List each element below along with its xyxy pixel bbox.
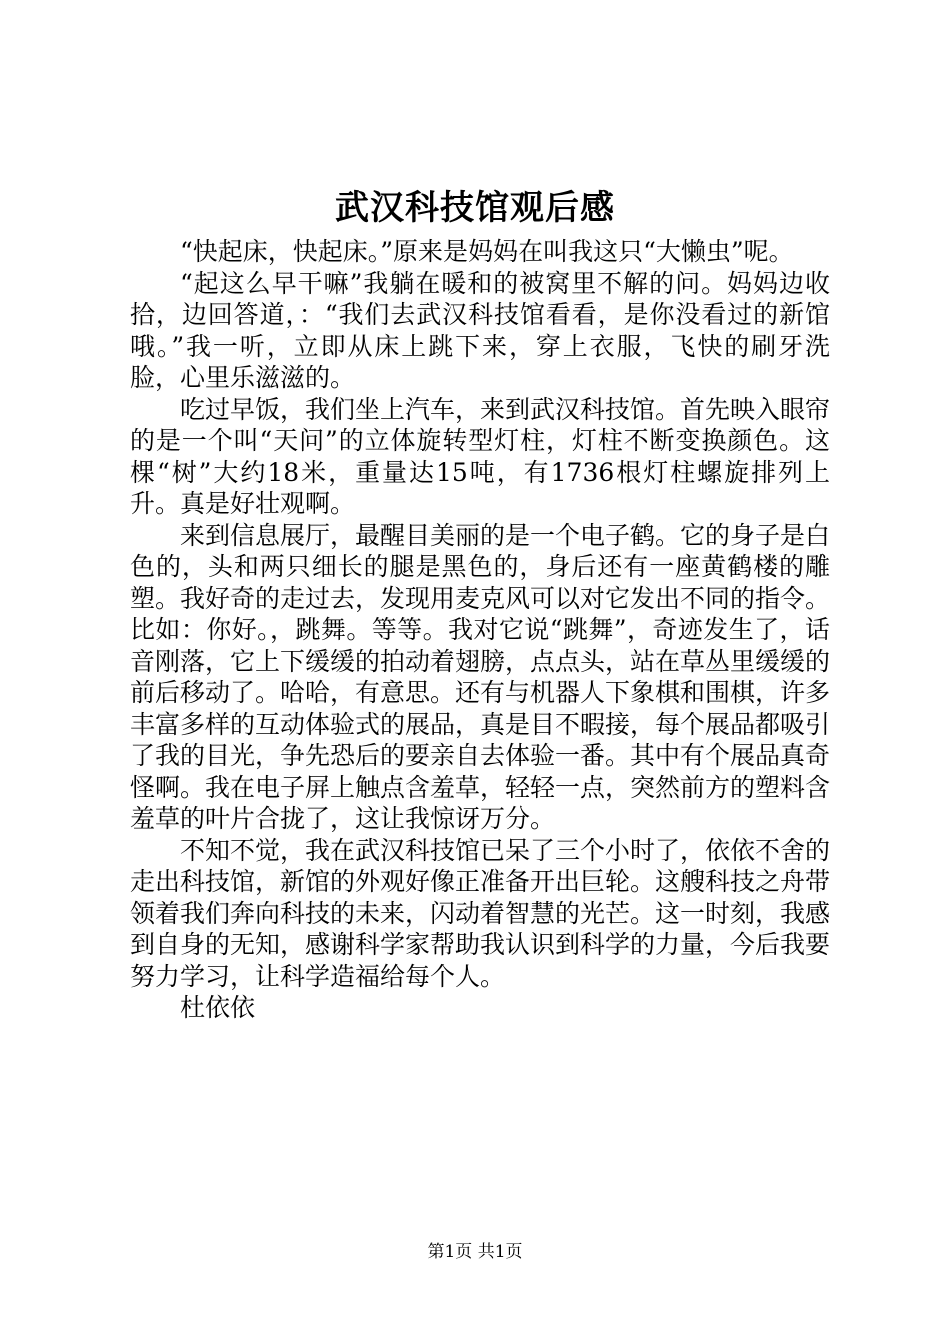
paragraph-2: “起这么早干嘛”我躺在暖和的被窝里不解的问。妈妈边收拾，边回答道，：“我们去武汉科技馆看看，是你没看过的新馆哦。”我一听，立即从床上跳下来，穿上衣服，飞快的刷牙洗脸，心里乐滋滋的。	[130, 268, 830, 392]
paragraph-5: 不知不觉，我在武汉科技馆已呆了三个小时了，依依不舍的走出科技馆，新馆的外观好像正准备开出巨轮。这艘科技之舟带领着我们奔向科技的未来，闪动着智慧的光芒。这一时刻，我感到自身的无知，感谢科学家帮助我认识到科学的力量，今后我要努力学习，让科学造福给每个人。	[130, 835, 831, 991]
page-footer: 第1页 共1页	[427, 1242, 523, 1262]
paragraph-1: “快起床，快起床。”原来是妈妈在叫我这只“大懒虫”呢。	[180, 237, 794, 266]
author-name: 杜依依	[180, 993, 256, 1022]
document-title: 武汉科技馆观后感	[335, 188, 615, 228]
document-body	[130, 236, 830, 1024]
paragraph-3: 吃过早饭，我们坐上汽车，来到武汉科技馆。首先映入眼帘的是一个叫“天问”的立体旋转型灯柱，灯柱不断变换颜色。这棵“树”大约18米，重量达15吨，有1736根灯柱螺旋排列上升。真是好壮观啊。	[130, 394, 831, 518]
paragraph-4: 来到信息展厅，最醒目美丽的是一个电子鹤。它的身子是白色的，头和两只细长的腿是黑色的，身后还有一座黄鹤楼的雕塑。我好奇的走过去，发现用麦克风可以对它发出不同的指令。比如：你好。，跳舞。等等。我对它说“跳舞”，奇迹发生了，话音刚落，它上下缓缓的拍动着翅膀，点点头，站在草丛里缓缓的前后移动了。哈哈，有意思。还有与机器人下象棋和围棋，许多丰富多样的互动体验式的展品，真是目不暇接，每个展品都吸引了我的目光，争先恐后的要亲自去体验一番。其中有个展品真奇怪啊。我在电子屏上触点含羞草，轻轻一点，突然前方的塑料含羞草的叶片合拢了，这让我惊讶万分。	[130, 520, 831, 833]
